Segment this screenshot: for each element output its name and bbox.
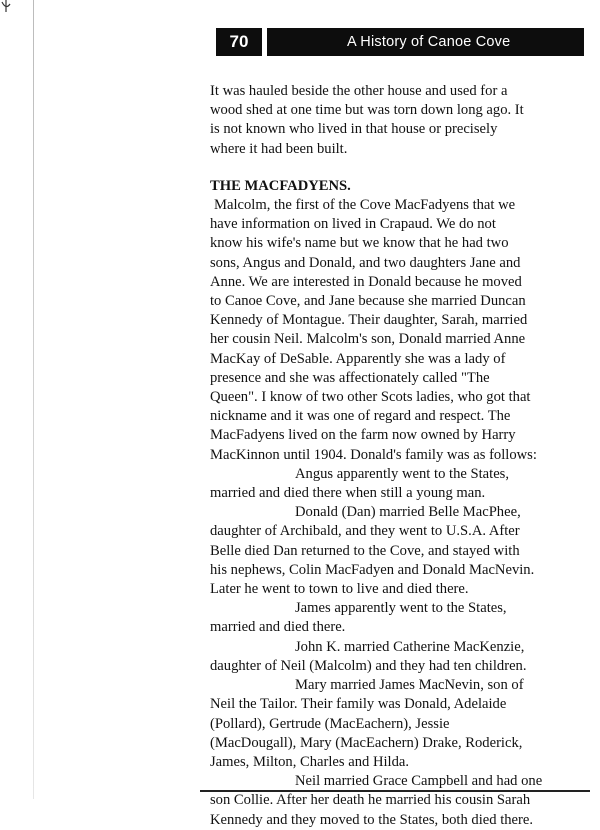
text-line: her cousin Neil. Malcolm's son, Donald married Anne	[210, 331, 526, 348]
child-entry-john	[210, 638, 590, 676]
page-number: 70	[216, 28, 262, 56]
text-line: Neil the Tailor. Their family was Donald, Adelaide	[210, 696, 507, 713]
page-edge-shadow	[33, 0, 34, 799]
page-header	[216, 28, 584, 56]
text-line: where it had been built.	[210, 140, 348, 157]
text-line: sons, Angus and Donald, and two daughters Jane and	[210, 254, 521, 271]
text-line: It was hauled beside the other house and used for a	[210, 83, 508, 99]
text-line: presence and she was affectionately called "The	[210, 369, 490, 386]
text-line: Mary married James MacNevin, son of	[295, 677, 524, 694]
text-line: John K. married Catherine MacKenzie,	[295, 638, 525, 655]
text-line: James, Milton, Charles and Hilda.	[210, 753, 410, 770]
child-entry-angus	[210, 465, 590, 503]
text-line: James apparently went to the States,	[295, 600, 507, 617]
text-line: Donald (Dan) married Belle MacPhee,	[295, 504, 521, 521]
text-line: Anne. We are interested in Donald because he moved	[210, 273, 522, 290]
child-entry-neil	[210, 772, 590, 830]
child-entry-donald	[210, 503, 590, 599]
text-line: (Pollard), Gertrude (MacEachern), Jessie	[210, 715, 450, 732]
main-paragraph	[210, 196, 590, 465]
text-line: MacFadyens lived on the farm now owned by Harry	[210, 427, 516, 444]
text-line: married and died there when still a young man.	[210, 485, 486, 502]
text-line: Queen". I know of two other Scots ladies, who got that	[210, 389, 531, 406]
section-heading: THE MACFADYENS.	[210, 177, 351, 194]
text-line: have information on lived in Crapaud. We do not	[210, 216, 496, 233]
text-line: daughter of Neil (Malcolm) and they had ten children.	[210, 657, 527, 674]
text-line: Kennedy and they moved to the States, both died there.	[210, 811, 534, 828]
paragraph-spacer	[210, 159, 590, 177]
text-line: know his wife's name but we know that he had two	[210, 235, 509, 252]
running-title: A History of Canoe Cove	[267, 28, 584, 56]
text-line: Neil married Grace Campbell and had one	[295, 773, 543, 790]
child-entry-mary	[210, 676, 590, 772]
text-line: daughter of Archibald, and they went to U.S.A. After	[210, 523, 520, 540]
text-line: Angus apparently went to the States,	[295, 465, 509, 482]
text-line: wood shed at one time but was torn down long ago. It	[210, 102, 524, 119]
text-line: is not known who lived in that house or precisely	[210, 121, 498, 138]
margin-mark-icon	[0, 0, 18, 12]
text-line: Belle died Dan returned to the Cove, and stayed with	[210, 542, 520, 559]
page-body	[210, 82, 590, 830]
text-line: Later he went to town to live and died there.	[210, 581, 469, 598]
text-line: his nephews, Colin MacFadyen and Donald MacNevin.	[210, 561, 535, 578]
text-line: Kennedy of Montague. Their daughter, Sarah, married	[210, 312, 528, 329]
text-line: to Canoe Cove, and Jane because she married Duncan	[210, 293, 526, 310]
text-line: married and died there.	[210, 619, 346, 636]
text-line: MacKinnon until 1904. Donald's family was as follows:	[210, 446, 537, 463]
child-entry-james	[210, 599, 590, 637]
text-line: MacKay of DeSable. Apparently she was a lady of	[210, 350, 506, 367]
bottom-rule	[200, 790, 590, 792]
intro-paragraph	[210, 82, 590, 159]
text-line: (MacDougall), Mary (MacEachern) Drake, Roderick,	[210, 734, 523, 751]
text-line: nickname and it was one of regard and respect. The	[210, 408, 511, 425]
text-line: son Collie. After her death he married his cousin Sarah	[210, 792, 531, 809]
text-line: Malcolm, the first of the Cove MacFadyens that we	[214, 197, 516, 214]
